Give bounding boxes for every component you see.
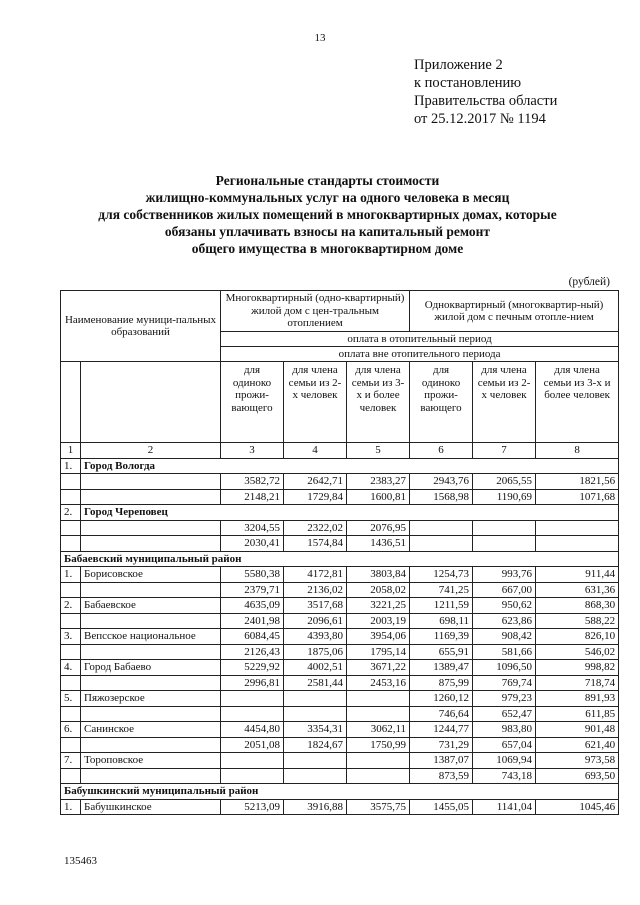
value-cell <box>347 768 410 784</box>
value-cell <box>473 536 536 552</box>
value-cell: 2058,02 <box>347 582 410 598</box>
value-cell: 1211,59 <box>410 598 473 614</box>
title-line: общего имущества в многоквартирном доме <box>191 241 464 256</box>
table-row <box>61 458 619 474</box>
municipality-name: Бабушкинское <box>81 799 221 815</box>
value-cell: 621,40 <box>536 737 619 753</box>
table-row <box>61 629 619 645</box>
value-cell: 3575,75 <box>347 799 410 815</box>
row-index <box>61 489 81 505</box>
column-number: 2 <box>81 443 221 459</box>
value-cell: 2065,55 <box>473 474 536 490</box>
header-municipality: Наименование муници-пальных образований <box>61 291 221 362</box>
value-cell: 655,91 <box>410 644 473 660</box>
row-index: 5. <box>61 691 81 707</box>
row-index <box>61 613 81 629</box>
municipality-name <box>81 768 221 784</box>
municipality-name <box>81 474 221 490</box>
table-row <box>61 520 619 536</box>
row-index <box>61 737 81 753</box>
document-title <box>40 172 615 257</box>
value-cell: 3062,11 <box>347 722 410 738</box>
table-row <box>61 753 619 769</box>
value-cell: 1260,12 <box>410 691 473 707</box>
value-cell: 1190,69 <box>473 489 536 505</box>
header-sub-three: для члена семьи из 3-х и более человек <box>347 362 410 443</box>
column-number: 8 <box>536 443 619 459</box>
value-cell <box>410 536 473 552</box>
value-cell: 3221,25 <box>347 598 410 614</box>
value-cell <box>284 768 347 784</box>
municipality-name: Город Вологда <box>81 458 619 474</box>
table-row <box>61 505 619 521</box>
column-number: 6 <box>410 443 473 459</box>
value-cell: 901,48 <box>536 722 619 738</box>
table-row <box>61 675 619 691</box>
value-cell: 1069,94 <box>473 753 536 769</box>
column-number: 3 <box>221 443 284 459</box>
value-cell: 1169,39 <box>410 629 473 645</box>
municipality-name <box>81 536 221 552</box>
row-index <box>61 474 81 490</box>
table-row <box>61 722 619 738</box>
value-cell: 4393,80 <box>284 629 347 645</box>
row-index: 1. <box>61 799 81 815</box>
value-cell: 873,59 <box>410 768 473 784</box>
value-cell: 1600,81 <box>347 489 410 505</box>
value-cell: 2379,71 <box>221 582 284 598</box>
value-cell: 1254,73 <box>410 567 473 583</box>
value-cell: 1821,56 <box>536 474 619 490</box>
table-row <box>61 799 619 815</box>
title-line: обязаны уплачивать взносы на капитальный ремонт <box>164 224 491 239</box>
value-cell: 588,22 <box>536 613 619 629</box>
table-row <box>61 474 619 490</box>
value-cell: 2136,02 <box>284 582 347 598</box>
table-row <box>61 691 619 707</box>
header-single-apartment: Одноквартирный (многоквартир-ный) жилой дом с печным отопле-нием <box>410 291 619 332</box>
value-cell <box>347 691 410 707</box>
value-cell <box>221 706 284 722</box>
value-cell: 581,66 <box>473 644 536 660</box>
row-index: 4. <box>61 660 81 676</box>
value-cell: 1244,77 <box>410 722 473 738</box>
row-index <box>61 675 81 691</box>
value-cell: 1387,07 <box>410 753 473 769</box>
value-cell: 5213,09 <box>221 799 284 815</box>
header-outside-period: оплата вне отопительного периода <box>221 347 619 362</box>
municipality-name <box>81 613 221 629</box>
column-number: 1 <box>61 443 81 459</box>
value-cell: 1455,05 <box>410 799 473 815</box>
value-cell: 1574,84 <box>284 536 347 552</box>
row-index <box>61 706 81 722</box>
table-row <box>61 784 619 800</box>
row-index <box>61 768 81 784</box>
value-cell: 2581,44 <box>284 675 347 691</box>
value-cell <box>347 706 410 722</box>
header-sub-single: для одиноко прожи-вающего <box>410 362 473 443</box>
value-cell <box>221 753 284 769</box>
value-cell: 3954,06 <box>347 629 410 645</box>
value-cell: 718,74 <box>536 675 619 691</box>
municipality-name <box>81 675 221 691</box>
table-row <box>61 489 619 505</box>
header-blank <box>61 362 81 443</box>
value-cell: 891,93 <box>536 691 619 707</box>
value-cell: 611,85 <box>536 706 619 722</box>
value-cell: 826,10 <box>536 629 619 645</box>
header-multi-apartment: Многоквартирный (одно-квартирный) жилой дом с цен-тральным отоплением <box>221 291 410 332</box>
row-index <box>61 582 81 598</box>
municipality-name <box>81 644 221 660</box>
value-cell <box>284 753 347 769</box>
table-row <box>61 551 619 567</box>
header-sub-single: для одиноко прожи-вающего <box>221 362 284 443</box>
value-cell: 3671,22 <box>347 660 410 676</box>
appendix-line: к постановлению <box>414 75 522 91</box>
page-number: 13 <box>314 32 326 44</box>
value-cell: 5229,92 <box>221 660 284 676</box>
municipality-name: Вепсское национальное <box>81 629 221 645</box>
table-row <box>61 613 619 629</box>
value-cell: 2642,71 <box>284 474 347 490</box>
value-cell <box>221 768 284 784</box>
district-header: Бабушкинский муниципальный район <box>61 784 619 800</box>
district-header: Бабаевский муниципальный район <box>61 551 619 567</box>
value-cell: 652,47 <box>473 706 536 722</box>
municipality-name <box>81 737 221 753</box>
row-index: 1. <box>61 458 81 474</box>
municipality-name <box>81 706 221 722</box>
title-line: жилищно-коммунальных услуг на одного человека в месяц <box>145 190 510 205</box>
value-cell: 908,42 <box>473 629 536 645</box>
value-cell: 693,50 <box>536 768 619 784</box>
row-index <box>61 536 81 552</box>
value-cell: 983,80 <box>473 722 536 738</box>
value-cell <box>536 536 619 552</box>
value-cell: 2076,95 <box>347 520 410 536</box>
value-cell: 3803,84 <box>347 567 410 583</box>
value-cell: 2003,19 <box>347 613 410 629</box>
value-cell: 1824,67 <box>284 737 347 753</box>
standards-table <box>60 290 619 815</box>
value-cell: 2996,81 <box>221 675 284 691</box>
value-cell: 1729,84 <box>284 489 347 505</box>
municipality-name: Бабаевское <box>81 598 221 614</box>
value-cell <box>536 520 619 536</box>
value-cell: 2322,02 <box>284 520 347 536</box>
value-cell: 2943,76 <box>410 474 473 490</box>
municipality-name: Пяжозерское <box>81 691 221 707</box>
value-cell: 1045,46 <box>536 799 619 815</box>
header-sub-two: для члена семьи из 2-х человек <box>284 362 347 443</box>
value-cell: 1436,51 <box>347 536 410 552</box>
value-cell: 2030,41 <box>221 536 284 552</box>
value-cell: 1071,68 <box>536 489 619 505</box>
value-cell: 4454,80 <box>221 722 284 738</box>
municipality-name: Город Череповец <box>81 505 619 521</box>
value-cell: 911,44 <box>536 567 619 583</box>
value-cell: 731,29 <box>410 737 473 753</box>
value-cell: 698,11 <box>410 613 473 629</box>
table-row <box>61 582 619 598</box>
value-cell: 3354,31 <box>284 722 347 738</box>
value-cell: 631,36 <box>536 582 619 598</box>
footer-code: 135463 <box>64 855 97 867</box>
value-cell: 4002,51 <box>284 660 347 676</box>
header-blank <box>81 362 221 443</box>
table-row <box>61 567 619 583</box>
value-cell: 743,18 <box>473 768 536 784</box>
value-cell: 1875,06 <box>284 644 347 660</box>
column-number: 4 <box>284 443 347 459</box>
row-index: 7. <box>61 753 81 769</box>
value-cell: 993,76 <box>473 567 536 583</box>
municipality-name <box>81 520 221 536</box>
value-cell: 2453,16 <box>347 675 410 691</box>
row-index: 3. <box>61 629 81 645</box>
municipality-name <box>81 489 221 505</box>
value-cell: 4635,09 <box>221 598 284 614</box>
row-index <box>61 520 81 536</box>
value-cell: 2126,43 <box>221 644 284 660</box>
value-cell <box>221 691 284 707</box>
municipality-name: Тороповское <box>81 753 221 769</box>
value-cell: 1750,99 <box>347 737 410 753</box>
appendix-line: Правительства области <box>414 93 558 109</box>
title-line: для собственников жилых помещений в многоквартирных домах, которые <box>98 207 557 222</box>
appendix-line: от 25.12.2017 № 1194 <box>414 111 546 127</box>
appendix-line: Приложение 2 <box>414 57 503 73</box>
municipality-name: Борисовское <box>81 567 221 583</box>
value-cell: 2096,61 <box>284 613 347 629</box>
value-cell: 2401,98 <box>221 613 284 629</box>
row-index: 6. <box>61 722 81 738</box>
header-heating-period: оплата в отопительный период <box>221 332 619 347</box>
value-cell: 667,00 <box>473 582 536 598</box>
value-cell: 950,62 <box>473 598 536 614</box>
value-cell: 2051,08 <box>221 737 284 753</box>
value-cell: 657,04 <box>473 737 536 753</box>
table-row <box>61 706 619 722</box>
table-row <box>61 598 619 614</box>
value-cell: 3517,68 <box>284 598 347 614</box>
header-sub-three: для члена семьи из 3-х и более человек <box>536 362 619 443</box>
value-cell: 979,23 <box>473 691 536 707</box>
value-cell: 746,64 <box>410 706 473 722</box>
value-cell: 3916,88 <box>284 799 347 815</box>
value-cell <box>473 520 536 536</box>
column-number: 7 <box>473 443 536 459</box>
value-cell: 875,99 <box>410 675 473 691</box>
value-cell: 3582,72 <box>221 474 284 490</box>
appendix-block <box>414 56 557 128</box>
value-cell: 1141,04 <box>473 799 536 815</box>
value-cell <box>410 520 473 536</box>
value-cell <box>284 691 347 707</box>
value-cell: 1389,47 <box>410 660 473 676</box>
value-cell: 546,02 <box>536 644 619 660</box>
value-cell: 623,86 <box>473 613 536 629</box>
value-cell: 998,82 <box>536 660 619 676</box>
value-cell: 741,25 <box>410 582 473 598</box>
header-sub-two: для члена семьи из 2-х человек <box>473 362 536 443</box>
table-row <box>61 768 619 784</box>
value-cell: 1568,98 <box>410 489 473 505</box>
value-cell: 973,58 <box>536 753 619 769</box>
row-index <box>61 644 81 660</box>
municipality-name <box>81 582 221 598</box>
table-row <box>61 737 619 753</box>
value-cell: 3204,55 <box>221 520 284 536</box>
municipality-name: Город Бабаево <box>81 660 221 676</box>
title-line: Региональные стандарты стоимости <box>215 173 440 188</box>
row-index: 2. <box>61 598 81 614</box>
value-cell <box>347 753 410 769</box>
column-number: 5 <box>347 443 410 459</box>
value-cell: 2383,27 <box>347 474 410 490</box>
table-row <box>61 644 619 660</box>
value-cell: 1795,14 <box>347 644 410 660</box>
value-cell <box>284 706 347 722</box>
row-index: 1. <box>61 567 81 583</box>
row-index: 2. <box>61 505 81 521</box>
table-row <box>61 660 619 676</box>
value-cell: 1096,50 <box>473 660 536 676</box>
value-cell: 4172,81 <box>284 567 347 583</box>
table-row <box>61 536 619 552</box>
value-cell: 6084,45 <box>221 629 284 645</box>
unit-label: (рублей) <box>568 276 610 288</box>
value-cell: 769,74 <box>473 675 536 691</box>
value-cell: 868,30 <box>536 598 619 614</box>
value-cell: 2148,21 <box>221 489 284 505</box>
municipality-name: Санинское <box>81 722 221 738</box>
value-cell: 5580,38 <box>221 567 284 583</box>
